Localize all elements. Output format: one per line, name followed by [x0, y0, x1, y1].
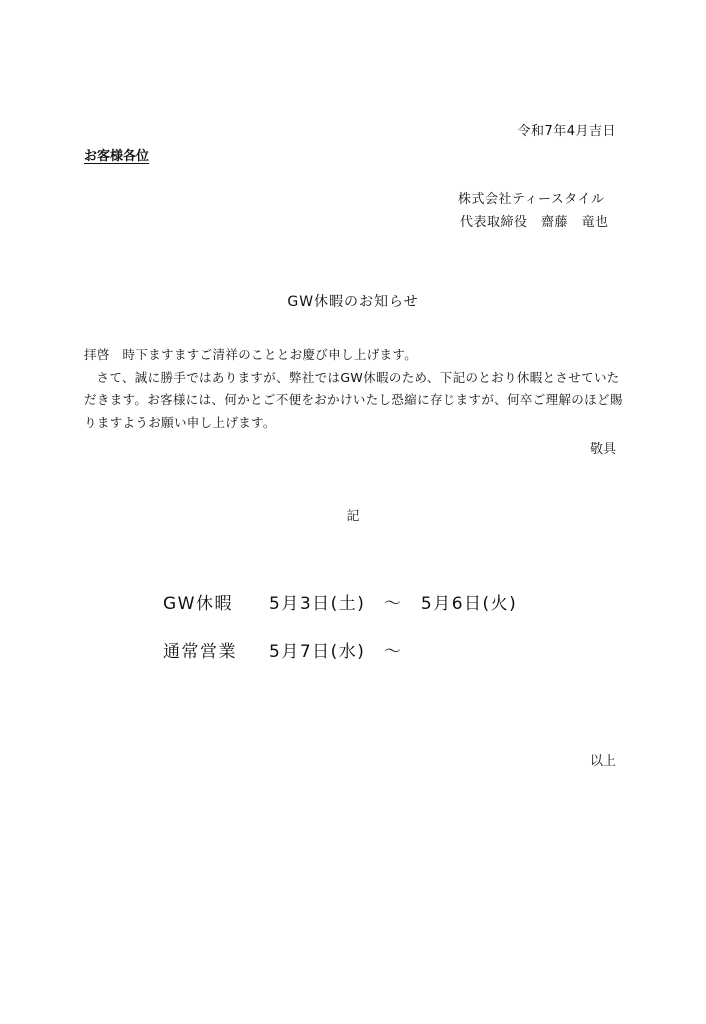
greeting-line: 拝啓 時下ますますご清祥のこととお慶び申し上げます。: [84, 347, 418, 362]
schedule-period: 5月7日(水) ～: [269, 641, 403, 662]
sender-company: 株式会社ティースタイル: [458, 192, 605, 207]
schedule-label: 通常営業: [163, 641, 237, 662]
closing-word: 敬具: [589, 442, 616, 457]
ki-heading: 記: [346, 509, 360, 524]
end-mark: 以上: [589, 754, 616, 769]
body-paragraph: さて、誠に勝手ではありますが、弊社ではGW休暇のため、下記のとおり休暇とさせていただきます。お客様には、何かとご不便をおかけいたし恐縮に存じますが、何卒ご理解のほど賜りますようお願い申し上げます。: [84, 369, 623, 430]
schedule-list: [163, 577, 517, 673]
schedule-row-holiday: [163, 577, 517, 625]
issue-date: 令和7年4月吉日: [517, 124, 616, 139]
schedule-period: 5月3日(土) ～ 5月6日(火): [269, 593, 518, 614]
recipient: お客様各位: [84, 149, 150, 164]
letter-body: [84, 344, 624, 434]
document-title: GW休暇のお知らせ: [287, 294, 419, 310]
sender-representative: 代表取締役 齋藤 竜也: [460, 215, 609, 230]
schedule-label: GW休暇: [163, 593, 233, 614]
schedule-row-business: [163, 625, 517, 673]
